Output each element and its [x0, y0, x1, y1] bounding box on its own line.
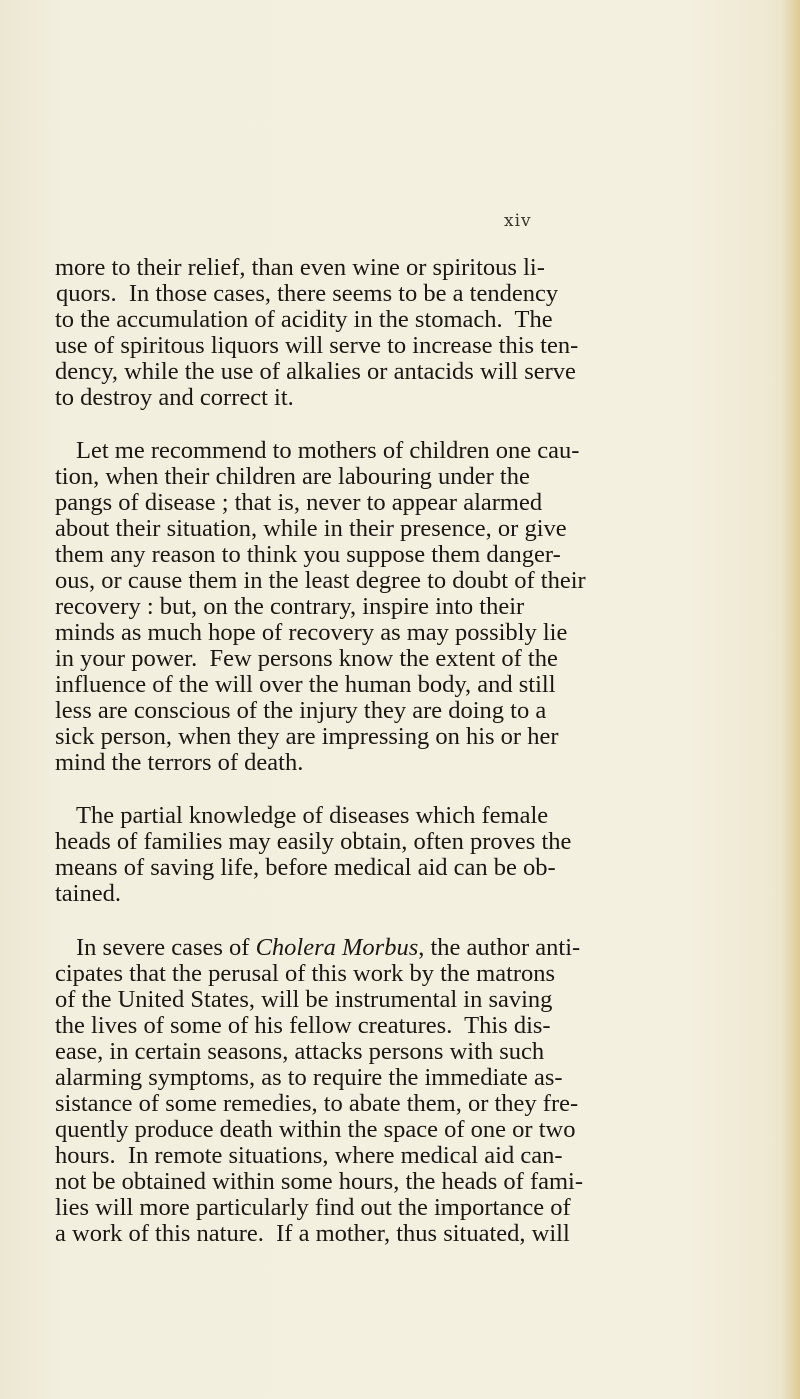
text-line: ous, or cause them in the least degree to doubt of their: [55, 567, 586, 594]
text-line: to destroy and correct it.: [55, 384, 294, 411]
text-line: sistance of some remedies, to abate them, or they fre-: [55, 1090, 579, 1117]
text-line: influence of the will over the human body, and still: [55, 671, 556, 698]
text-line: mind the terrors of death.: [55, 749, 304, 776]
emphasis-text: Cholera Morbus: [255, 934, 419, 961]
text-line: heads of families may easily obtain, often proves the: [55, 828, 572, 855]
text-line: quors. In those cases, there seems to be a tendency: [56, 280, 559, 307]
text-line: more to their relief, than even wine or spiritous li-: [55, 254, 545, 281]
text-line: lies will more particularly find out the importance of: [55, 1194, 571, 1221]
text-line: means of saving life, before medical aid can be ob-: [55, 854, 556, 881]
text-line: alarming symptoms, as to require the immediate as-: [55, 1064, 563, 1091]
text-line: a work of this nature. If a mother, thus situated, will: [55, 1220, 570, 1247]
text-line: them any reason to think you suppose them danger-: [55, 541, 561, 568]
text-line: in your power. Few persons know the extent of the: [55, 645, 558, 672]
text-line: cipates that the perusal of this work by the matrons: [55, 960, 556, 987]
text-line: ease, in certain seasons, attacks persons with such: [55, 1038, 545, 1065]
text-line: of the United States, will be instrumental in saving: [55, 986, 553, 1013]
text-line: the lives of some of his fellow creatures. This dis-: [55, 1012, 551, 1039]
text-line: tion, when their children are labouring under the: [55, 463, 530, 490]
text-line: Let me recommend to mothers of children one cau-: [76, 437, 580, 464]
text-line: In severe cases of Cholera Morbus, the author anti-: [76, 934, 581, 961]
text-line: use of spiritous liquors will serve to increase this ten-: [55, 332, 579, 359]
page-number: xiv: [504, 211, 532, 231]
text-line: tained.: [55, 880, 121, 907]
text-line: less are conscious of the injury they are doing to a: [55, 697, 547, 724]
text-line: sick person, when they are impressing on his or her: [55, 723, 559, 750]
text-line: The partial knowledge of diseases which female: [76, 802, 549, 829]
text-line: hours. In remote situations, where medical aid can-: [55, 1142, 563, 1169]
page-edge-stain: [782, 0, 800, 1399]
text-line: to the accumulation of acidity in the stomach. The: [55, 306, 553, 333]
text-line: pangs of disease ; that is, never to appear alarmed: [55, 489, 543, 516]
text-line: minds as much hope of recovery as may possibly lie: [55, 619, 568, 646]
text-line: about their situation, while in their presence, or give: [55, 515, 567, 542]
text-line: dency, while the use of alkalies or antacids will serve: [55, 358, 576, 385]
text-line: recovery : but, on the contrary, inspire into their: [55, 593, 525, 620]
text-line: quently produce death within the space of one or two: [55, 1116, 576, 1143]
text-line: not be obtained within some hours, the heads of fami-: [55, 1168, 583, 1195]
